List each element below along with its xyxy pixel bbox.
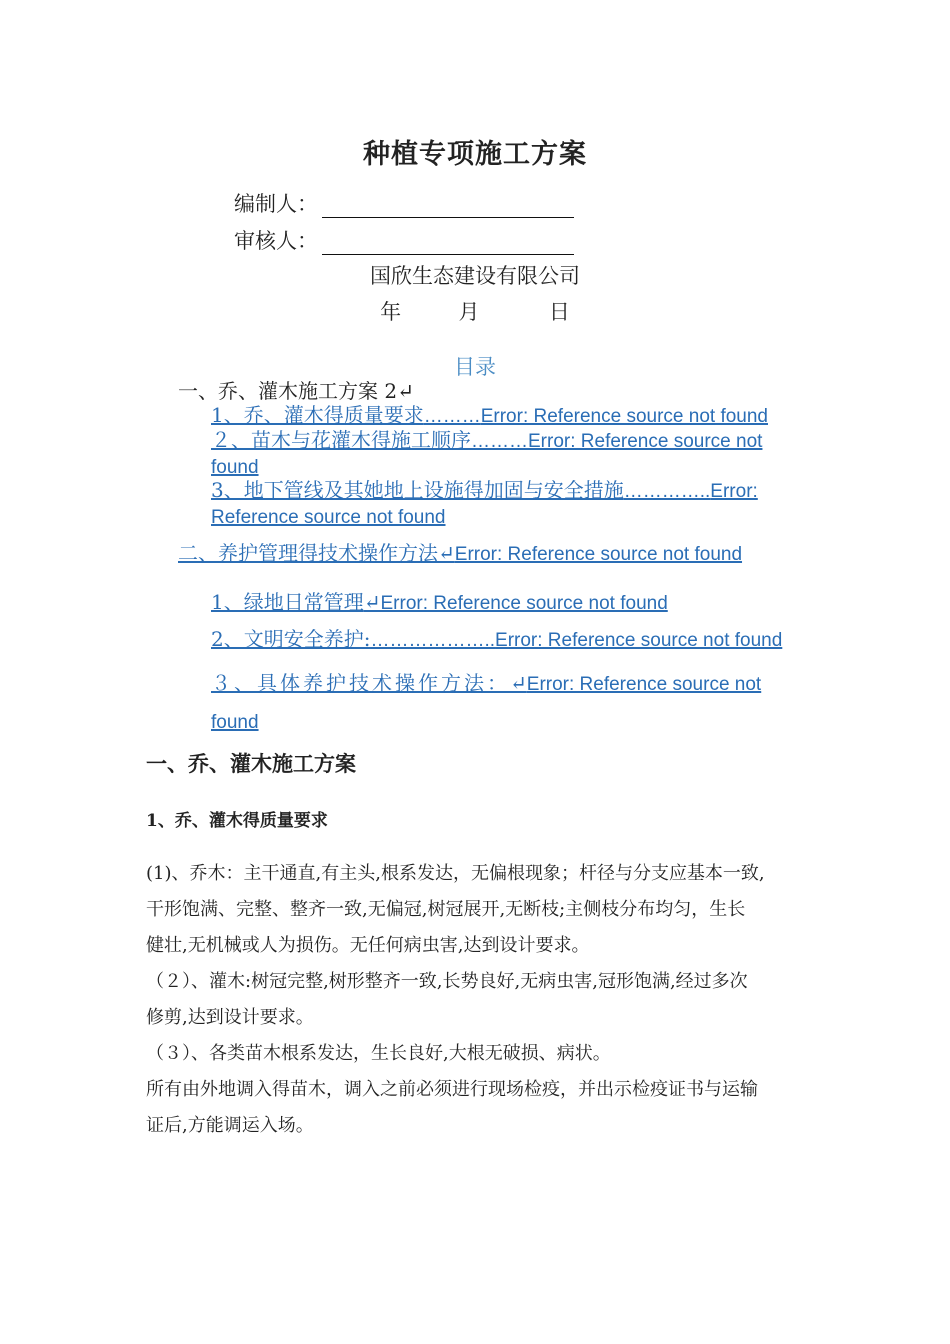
paragraph-2: [146, 964, 808, 1036]
reviewer-blank: [322, 234, 574, 255]
toc-item-6-error-b: found: [211, 712, 259, 733]
paragraph-mark-icon: ↵: [363, 590, 381, 614]
toc-item-1-label: 1、乔、灌木得质量要求: [211, 403, 424, 427]
toc-item-1[interactable]: [211, 403, 768, 429]
toc-leader-dots: ………: [471, 431, 528, 452]
reviewer-line: [234, 225, 574, 255]
paragraph-1: [146, 856, 808, 964]
section-heading: 一、乔、灌木施工方案: [146, 751, 356, 776]
text-line: 干形饱满、完整、整齐一致,无偏冠,树冠展开,无断枝;主侧枝分布均匀，生长: [146, 899, 746, 920]
toc-item-2[interactable]: [211, 428, 809, 480]
toc-item-2-error-a: Error: Reference source not: [528, 431, 763, 452]
compiler-line: [234, 188, 574, 218]
toc-item-5[interactable]: [211, 627, 782, 653]
toc-item-4-label: 1、绿地日常管理: [211, 590, 364, 614]
compiler-blank: [322, 197, 574, 218]
toc-item-6-error-a: Error: Reference source not: [526, 674, 762, 695]
toc-item-3-error-b: Reference source not found: [211, 507, 446, 528]
toc-item-5-error: Error: Reference source not found: [495, 630, 783, 651]
paragraph-mark-icon: ↵: [510, 671, 527, 695]
toc-item-3-label: 3、地下管线及其她地上设施得加固与安全措施: [211, 478, 624, 502]
toc-section-1-label: 一、乔、灌木施工方案 2: [178, 379, 398, 403]
date-year: 年: [380, 300, 402, 324]
toc-leader-dots: …………..: [623, 481, 711, 502]
text-line: 证后,方能调运入场。: [146, 1115, 314, 1136]
toc-section-2-error: Error: Reference source not found: [454, 544, 743, 565]
text-line: 所有由外地调入得苗木，调入之前必须进行现场检疫，并出示检疫证书与运输: [146, 1079, 758, 1100]
paragraph-mark-icon: ↵: [397, 379, 414, 403]
company-name: 国欣生态建设有限公司: [370, 264, 580, 288]
toc-section-2[interactable]: [178, 541, 742, 567]
toc-item-3-error-a: Error:: [710, 481, 758, 502]
text-line: （２）、灌木:树冠完整,树形整齐一致,长势良好,无病虫害,冠形饱满,经过多次: [146, 971, 748, 992]
text-line: 健壮,无机械或人为损伤。无任何病虫害,达到设计要求。: [146, 935, 590, 956]
paragraph-mark-icon: ↵: [438, 541, 455, 565]
paragraph-3: [146, 1036, 808, 1072]
toc-leader-dots: ………………..: [370, 630, 496, 651]
toc-item-6-label: ３、具体养护技术操作方法：: [211, 671, 510, 695]
toc-leader-dots: ………: [423, 406, 481, 427]
toc-item-2-error-b: found: [211, 457, 259, 478]
toc-item-3[interactable]: [211, 478, 809, 530]
toc-item-5-label: 2、文明安全养护:: [211, 627, 371, 651]
reviewer-label: 审核人：: [234, 229, 318, 253]
toc-section-1: [178, 379, 414, 403]
toc-item-6[interactable]: [211, 665, 809, 741]
date-line: [0, 296, 950, 326]
compiler-label: 编制人：: [234, 192, 318, 216]
text-line: （３）、各类苗木根系发达，生长良好,大根无破损、病状。: [146, 1043, 611, 1064]
toc-title: 目录: [454, 355, 496, 379]
text-line: (1)、乔木：主干通直,有主头,根系发达，无偏根现象；杆径与分支应基本一致,: [146, 863, 765, 884]
subsection-heading: 1、乔、灌木得质量要求: [146, 811, 328, 831]
toc-section-2-label: 二、养护管理得技术操作方法: [178, 541, 438, 565]
document-title: 种植专项施工方案: [363, 139, 587, 170]
toc-item-2-label: ２、苗木与花灌木得施工顺序: [211, 428, 471, 452]
text-line: 修剪,达到设计要求。: [146, 1007, 314, 1028]
date-month: 月: [458, 300, 480, 324]
toc-item-4-error: Error: Reference source not found: [380, 593, 668, 614]
paragraph-4: [146, 1072, 808, 1144]
toc-item-4[interactable]: [211, 590, 668, 616]
date-day: 日: [548, 300, 570, 324]
toc-item-1-error: Error: Reference source not found: [480, 406, 768, 427]
